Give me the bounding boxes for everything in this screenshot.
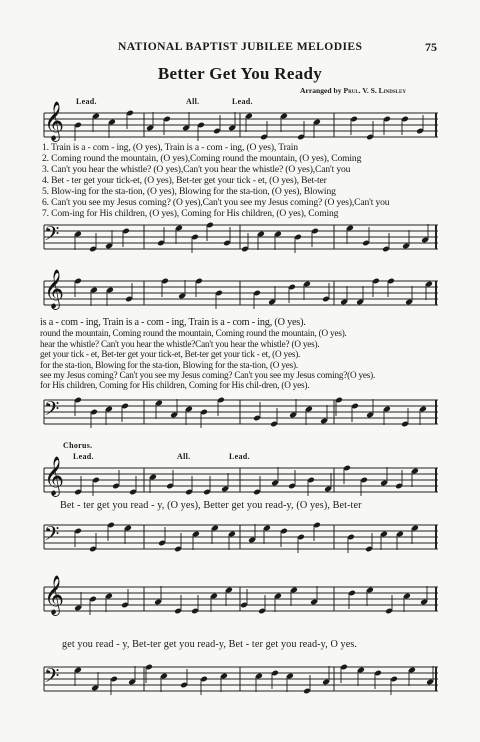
verse-line: for the sta-tion, Blowing for the sta-tion, Blowing for the sta-tion, (O yes). bbox=[40, 359, 298, 370]
arranger-prefix: Arranged by bbox=[300, 86, 342, 95]
verse-continuation-lyrics bbox=[40, 318, 445, 391]
chorus-label: Chorus. bbox=[63, 441, 93, 450]
bass-clef-icon: 𝄢 bbox=[44, 664, 60, 692]
verse-line: for His children, Coming for His children, Coming for His chil-dren, (O yes). bbox=[40, 380, 310, 391]
bass-clef-icon: 𝄢 bbox=[44, 522, 60, 550]
bass-clef-icon: 𝄢 bbox=[44, 397, 60, 425]
bass-clef-icon: 𝄢 bbox=[44, 222, 60, 250]
staff-notation bbox=[44, 465, 438, 495]
bass-staff bbox=[44, 664, 438, 694]
verse-line: get your tick - et, Bet-ter get your tick-et, Bet-ter get your tick - et, (O yes). bbox=[40, 349, 301, 360]
treble-staff bbox=[44, 269, 438, 309]
verse-line: 2. Coming round the mountain, (O yes),Coming round the mountain, (O yes), Coming bbox=[42, 153, 362, 164]
staff-notation bbox=[44, 522, 438, 552]
lead-cue: Lead. bbox=[232, 97, 253, 106]
verse-lyrics bbox=[42, 142, 442, 219]
staff-notation bbox=[44, 110, 438, 140]
staff-notation bbox=[44, 222, 438, 252]
treble-clef-icon: 𝄞 bbox=[44, 456, 65, 496]
all-cue: All. bbox=[177, 452, 191, 461]
verse-line: 7. Com-ing for His children, (O yes), Coming for His children, (O yes), Coming bbox=[42, 208, 339, 219]
verse-line: see my Jesus coming? Can't you see my Jesus coming? Can't you see my Jesus coming?(O yes). bbox=[40, 370, 376, 381]
all-cue: All. bbox=[186, 97, 200, 106]
verse-line: hear the whistle? Can't you hear the whistle?Can't you hear the whistle? (O yes). bbox=[40, 338, 320, 349]
verse-line: round the mountain, Coming round the mountain, Coming round the mountain, (O yes). bbox=[40, 328, 347, 339]
page-number: 75 bbox=[425, 40, 437, 54]
bass-staff bbox=[44, 222, 438, 252]
bass-staff bbox=[44, 522, 438, 552]
treble-clef-icon: 𝄞 bbox=[44, 101, 65, 141]
staff-notation bbox=[44, 584, 438, 614]
verse-line: 6. Can't you see my Jesus coming? (O yes),Can't you see my Jesus coming? (O yes),Can't you bbox=[42, 197, 390, 208]
lead-cue: Lead. bbox=[76, 97, 97, 106]
chorus-lyric-line: Bet - ter get you read - y, (O yes), Better get you read-y, (O yes), Bet-ter bbox=[60, 500, 362, 511]
chorus-lyric-line: get you read - y, Bet-ter get you read-y, Bet - ter get you read-y, O yes. bbox=[62, 639, 358, 650]
verse-line: 3. Can't you hear the whistle? (O yes),Can't you hear the whistle? (O yes),Can't you bbox=[42, 164, 351, 175]
verse-line: 4. Bet - ter get your tick-et, (O yes), Bet-ter get your tick - et, (O yes), Bet-ter bbox=[42, 175, 327, 186]
treble-staff bbox=[44, 575, 438, 615]
staff-notation bbox=[44, 278, 438, 308]
staff-notation bbox=[44, 664, 438, 694]
verse-line: is a - com - ing, Train is a - com - ing, Train is a - com - ing, (O yes). bbox=[40, 317, 306, 328]
lead-cue: Lead. bbox=[229, 452, 250, 461]
bass-staff bbox=[44, 397, 438, 427]
song-title: Better Get You Ready bbox=[157, 64, 323, 83]
running-title: NATIONAL BAPTIST JUBILEE MELODIES bbox=[118, 40, 363, 53]
staff-notation bbox=[44, 397, 438, 427]
verse-line: 5. Blow-ing for the sta-tion, (O yes), Blowing for the sta-tion, (O yes), Blowing bbox=[42, 186, 336, 197]
treble-clef-icon: 𝄞 bbox=[44, 575, 65, 615]
arranger-credit bbox=[300, 86, 406, 95]
lead-cue: Lead. bbox=[73, 452, 94, 461]
arranger-name: Prul. V. S. Lindsley bbox=[343, 86, 406, 95]
verse-line: 1. Train is a - com - ing, (O yes), Train is a - com - ing, (O yes), Train bbox=[42, 142, 298, 153]
treble-clef-icon: 𝄞 bbox=[44, 269, 65, 309]
